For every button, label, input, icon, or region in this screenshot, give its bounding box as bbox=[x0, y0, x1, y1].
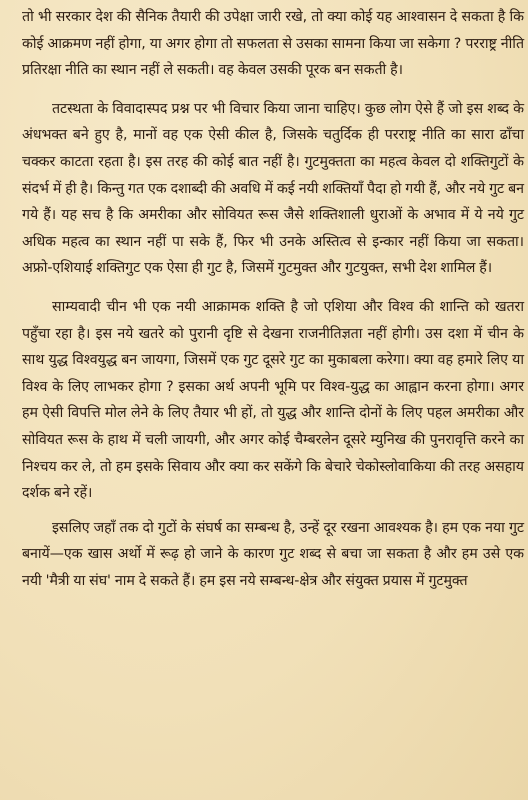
paragraph-gap bbox=[22, 282, 524, 294]
paragraph-gap bbox=[22, 507, 524, 515]
paragraph-2: तटस्थता के विवादास्पद प्रश्न पर भी विचार किया जाना चाहिए। कुछ लोग ऐसे हैं जो इस शब्द के अंधभक्त बने हुए है, मानों वह एक ऐसी कील है, जिसके चतुर्दिक ही परराष्ट्र नीति का सारा ढाँचा चक्कर काटता रहता है। इस तरह की कोई बात नहीं है। गुटमुक्तता का महत्व केवल दो शक्तिगुटों के संदर्भ में ही है। किन्तु गत एक दशाब्दी की अवधि में कई नयी शक्तियाँ पैदा हो गयी हैं, और नये गुट बन गये हैं। यह सच है कि अमरीका और सोवियत रूस जैसे शक्तिशाली धुराओं के अभाव में ये नये गुट अधिक महत्व का स्थान नहीं पा सके हैं, फिर भी उनके अस्तित्व से इन्कार नहीं किया जा सकता। अफ्रो-एशियाई शक्तिगुट एक ऐसा ही गुट है, जिसमें गुटमुक्त और गुटयुक्त, सभी देश शामिल हैं। bbox=[22, 100, 524, 277]
paragraph-3: साम्यवादी चीन भी एक नयी आक्रामक शक्ति है जो एशिया और विश्व की शान्ति को खतरा पहुँचा रहा है। इस नये खतरे को पुरानी दृष्टि से देखना राजनीतिज्ञता नहीं होगी। उस दशा में चीन के साथ युद्ध विश्वयुद्ध बन जायगा, जिसमें एक गुट दूसरे गुट का मुकाबला करेगा। क्या वह हमारे लिए या विश्व के लिए लाभकर होगा ? इसका अर्थ अपनी भूमि पर विश्व-युद्ध का आह्वान करना होगा। अगर हम ऐसी विपत्ति मोल लेने के लिए तैयार भी हों, तो युद्ध और शान्ति दोनों के लिए पहल अमरीका और सोवियत रूस के हाथ में चली जायगी, और अगर कोई चैम्बरलेन दूसरे म्युनिख की पुनरावृत्ति करने का निश्चय कर ले, तो हम इसके सिवाय और क्या कर सकेंगे कि बेचारे चेकोस्लोवाकिया की तरह असहाय दर्शक बने रहें। bbox=[22, 298, 524, 502]
paragraph-gap bbox=[22, 84, 524, 96]
book-page bbox=[0, 4, 528, 800]
paragraph-1: तो भी सरकार देश की सैनिक तैयारी की उपेक्षा जारी रखे, तो क्या कोई यह आश्वासन दे सकता है कि कोई आक्रमण नहीं होगा, या अगर होगा तो सफलता से उसका सामना किया जा सकेगा ? परराष्ट्र नीति प्रतिरक्षा नीति का स्थान नहीं ले सकती। वह केवल उसकी पूरक बन सकती है। bbox=[22, 9, 524, 79]
paragraph-4: इसलिए जहाँ तक दो गुटों के संघर्ष का सम्बन्ध है, उन्हें दूर रखना आवश्यक है। हम एक नया गुट बनायें—एक खास अर्थो में रूढ़ हो जाने के कारण गुट शब्द से बचा जा सकता है और हम उसे एक नयी 'मैत्री या संघ' नाम दे सकते हैं। हम इस नये सम्बन्ध-क्षेत्र और संयुक्त प्रयास में गुटमुक्त bbox=[22, 519, 524, 589]
